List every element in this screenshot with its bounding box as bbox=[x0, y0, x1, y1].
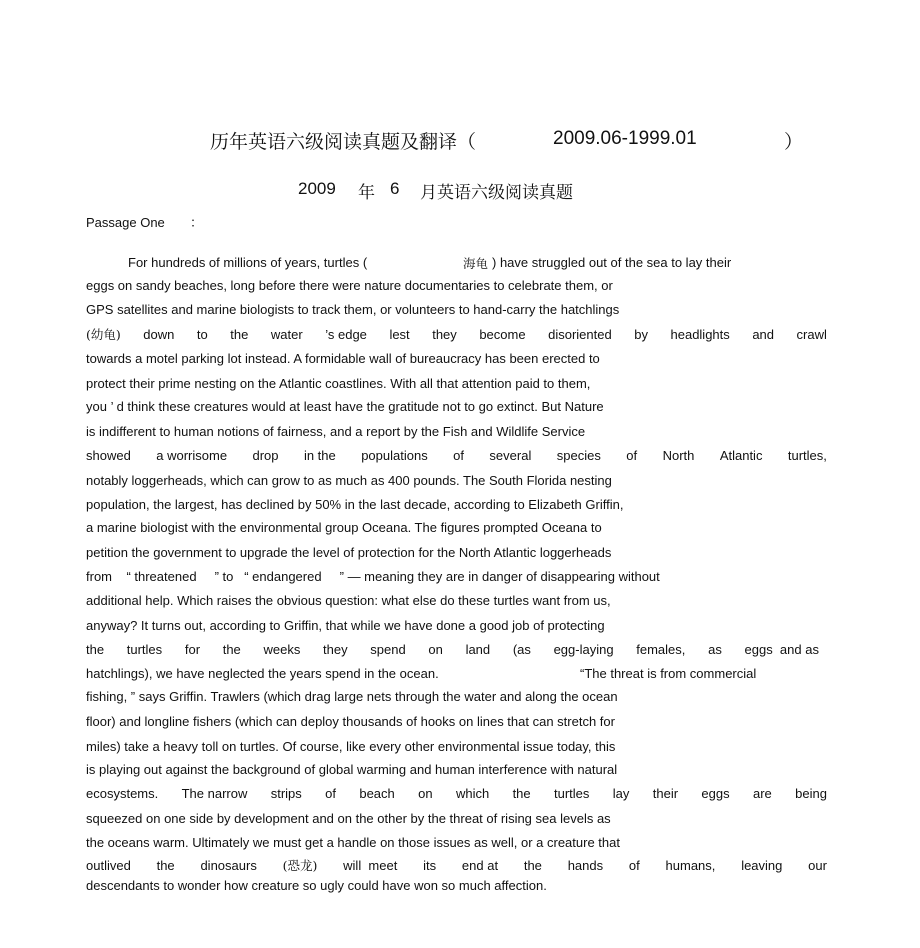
document-title: 历年英语六级阅读真题及翻译（ bbox=[210, 131, 477, 153]
passage-line-10: notably loggerheads, which can grow to as much as 400 pounds. The South Florida nesting bbox=[86, 473, 612, 488]
word: females, bbox=[636, 642, 686, 657]
passage-line-23 bbox=[86, 786, 827, 801]
word: on bbox=[418, 786, 433, 801]
passage-line-1-cn: 海龟 bbox=[463, 256, 489, 271]
word: the bbox=[523, 858, 542, 873]
word: eggs bbox=[701, 786, 730, 801]
passage-line-19: fishing, ” says Griffin. Trawlers (which drag large nets through the water and along the ocean bbox=[86, 689, 618, 704]
word: their bbox=[652, 786, 679, 801]
passage-heading-colon: ： bbox=[190, 215, 204, 230]
word: by bbox=[634, 327, 648, 342]
passage-line-12: a marine biologist with the environmental group Oceana. The figures prompted Oceana to bbox=[86, 520, 602, 535]
word: (恐龙) bbox=[282, 858, 318, 873]
word: (幼龟) bbox=[86, 327, 121, 342]
passage-line-6: protect their prime nesting on the Atlantic coastlines. With all that attention paid to them, bbox=[86, 376, 591, 391]
word: on bbox=[428, 642, 443, 657]
passage-line-4 bbox=[86, 327, 827, 342]
word: outlived bbox=[86, 858, 131, 873]
word: humans, bbox=[665, 858, 716, 873]
word: disoriented bbox=[548, 327, 612, 342]
word: they bbox=[323, 642, 348, 657]
passage-line-3: GPS satellites and marine biologists to track them, or volunteers to hand-carry the hatchlings bbox=[86, 302, 620, 317]
word: are bbox=[752, 786, 772, 801]
document-title-range: 2009.06-1999.01 bbox=[553, 128, 697, 149]
word: eggs and as bbox=[744, 642, 819, 657]
word: they bbox=[432, 327, 457, 342]
word: the bbox=[222, 642, 241, 657]
word: species bbox=[556, 448, 601, 463]
passage-line-20: floor) and longline fishers (which can deploy thousands of hooks on lines that can stretch for bbox=[86, 714, 615, 729]
word: lest bbox=[389, 327, 410, 342]
word: become bbox=[479, 327, 526, 342]
passage-line-1a: For hundreds of millions of years, turtles ( bbox=[128, 255, 368, 270]
passage-heading: Passage One bbox=[86, 215, 165, 230]
word: which bbox=[455, 786, 490, 801]
word: water bbox=[270, 327, 303, 342]
word: to bbox=[196, 327, 208, 342]
passage-line-5: towards a motel parking lot instead. A formidable wall of bureaucracy has been erected to bbox=[86, 351, 600, 366]
word: hands bbox=[567, 858, 604, 873]
word: a worrisome bbox=[156, 448, 228, 463]
word: of bbox=[453, 448, 464, 463]
word: for bbox=[184, 642, 201, 657]
passage-line-9 bbox=[86, 448, 827, 463]
word: down bbox=[143, 327, 175, 342]
subtitle-rest: 月英语六级阅读真题 bbox=[420, 183, 573, 203]
passage-line-22: is playing out against the background of global warming and human interference with natural bbox=[86, 762, 618, 777]
word: of bbox=[626, 448, 638, 463]
word: our bbox=[808, 858, 827, 873]
word: the bbox=[512, 786, 531, 801]
document-title-close: ） bbox=[784, 131, 804, 153]
passage-line-24: squeezed on one side by development and on the other by the threat of rising sea levels as bbox=[86, 811, 611, 826]
word: turtles bbox=[126, 642, 163, 657]
word: dinosaurs bbox=[200, 858, 257, 873]
word: The narrow bbox=[181, 786, 248, 801]
word: Atlantic bbox=[719, 448, 763, 463]
word: strips bbox=[270, 786, 302, 801]
subtitle-year: 2009 bbox=[298, 179, 336, 198]
word: the bbox=[86, 642, 105, 657]
word: ’s edge bbox=[325, 327, 367, 342]
word: North bbox=[662, 448, 695, 463]
word: populations bbox=[361, 448, 428, 463]
passage-line-26 bbox=[86, 858, 827, 873]
word: its bbox=[423, 858, 437, 873]
passage-line-8: is indifferent to human notions of fairness, and a report by the Fish and Wildlife Service bbox=[86, 424, 586, 439]
word: will meet bbox=[343, 858, 398, 873]
passage-line-17 bbox=[86, 642, 819, 657]
word: of bbox=[628, 858, 640, 873]
word: lay bbox=[612, 786, 630, 801]
word: (as bbox=[512, 642, 531, 657]
word: land bbox=[465, 642, 491, 657]
word: ecosystems. bbox=[86, 786, 159, 801]
word: weeks bbox=[263, 642, 301, 657]
passage-line-27: descendants to wonder how creature so ugly could have won so much affection. bbox=[86, 878, 547, 893]
word: end at bbox=[461, 858, 499, 873]
word: turtles, bbox=[787, 448, 827, 463]
word: of bbox=[325, 786, 336, 801]
passage-line-2: eggs on sandy beaches, long before there were nature documentaries to celebrate them, or bbox=[86, 278, 613, 293]
word: spend bbox=[370, 642, 406, 657]
word: as bbox=[708, 642, 722, 657]
word: egg-laying bbox=[553, 642, 614, 657]
subtitle-month: 6 bbox=[390, 179, 400, 198]
word: turtles bbox=[554, 786, 590, 801]
word: headlights bbox=[670, 327, 730, 342]
passage-line-18b: “The threat is from commercial bbox=[580, 666, 757, 681]
word: several bbox=[489, 448, 532, 463]
passage-line-15: additional help. Which raises the obvious question: what else do these turtles want from us, bbox=[86, 593, 611, 608]
word: the bbox=[156, 858, 175, 873]
passage-line-21: miles) take a heavy toll on turtles. Of course, like every other environmental issue today, this bbox=[86, 739, 616, 754]
passage-line-7: you ’ d think these creatures would at least have the gratitude not to go extinct. But Nature bbox=[86, 399, 604, 414]
word: being bbox=[795, 786, 827, 801]
passage-line-13: petition the government to upgrade the level of protection for the North Atlantic loggerheads bbox=[86, 545, 612, 560]
passage-line-1b: ) have struggled out of the sea to lay their bbox=[492, 255, 732, 270]
word: and bbox=[752, 327, 775, 342]
word: leaving bbox=[741, 858, 783, 873]
word: beach bbox=[359, 786, 395, 801]
word: drop bbox=[252, 448, 279, 463]
word: the bbox=[230, 327, 249, 342]
passage-line-25: the oceans warm. Ultimately we must get a handle on those issues as well, or a creature that bbox=[86, 835, 620, 850]
passage-line-11: population, the largest, has declined by 50% in the last decade, according to Elizabeth Griffin, bbox=[86, 497, 624, 512]
word: in the bbox=[303, 448, 336, 463]
passage-line-16: anyway? It turns out, according to Griffin, that while we have done a good job of protecting bbox=[86, 618, 605, 633]
subtitle-nian: 年 bbox=[358, 183, 375, 203]
passage-line-18a: hatchlings), we have neglected the years spend in the ocean. bbox=[86, 666, 439, 681]
word: crawl bbox=[796, 327, 827, 342]
passage-line-14: from “ threatened ” to “ endangered ” — meaning they are in danger of disappearing without bbox=[86, 569, 660, 584]
word: showed bbox=[86, 448, 131, 463]
